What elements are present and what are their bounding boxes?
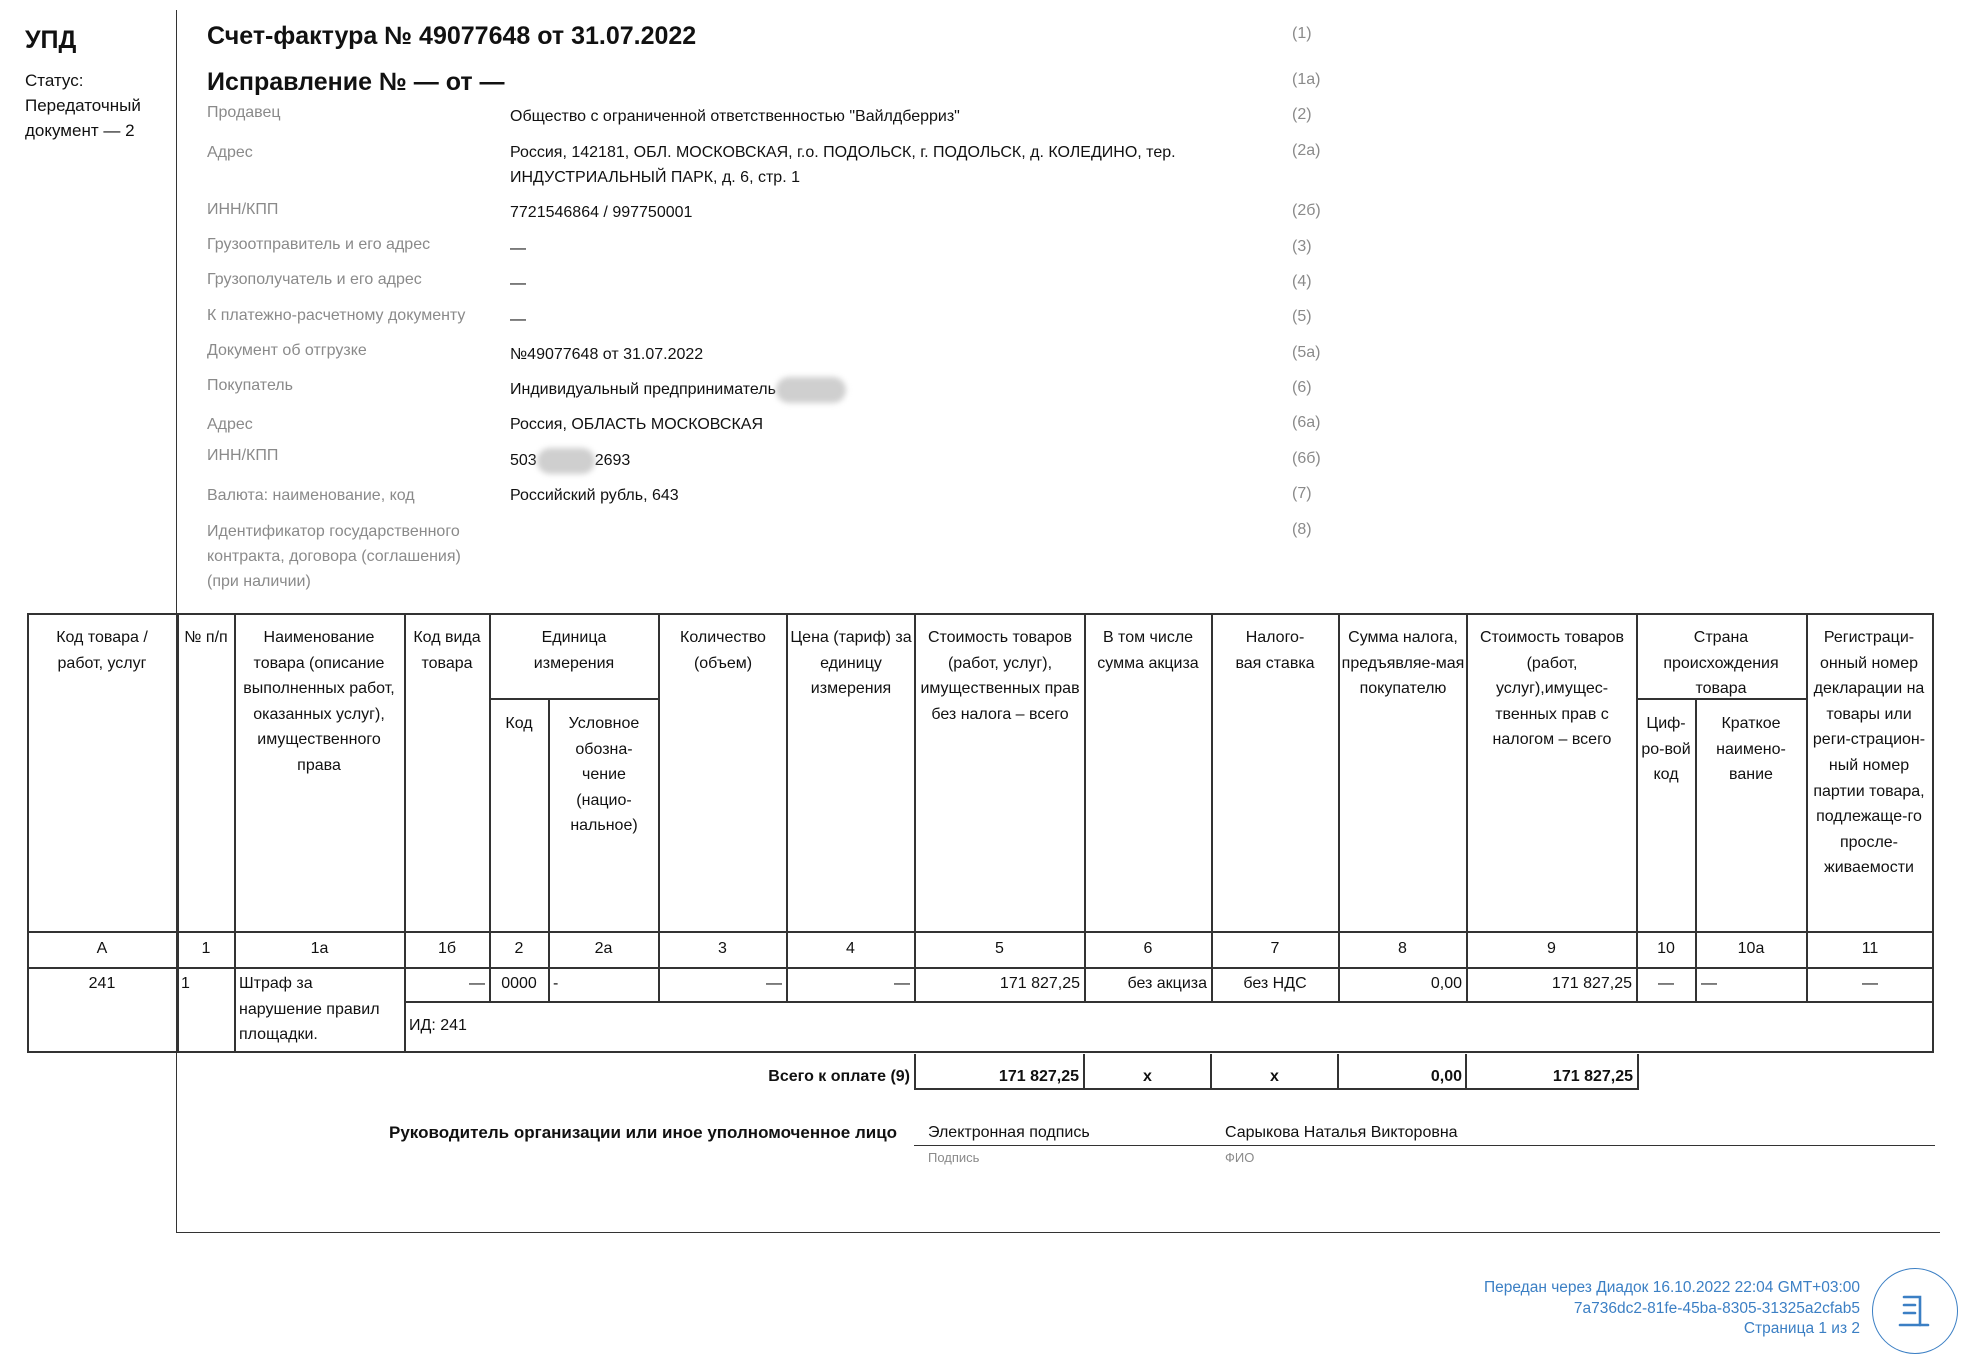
signer-name: Сарыкова Наталья Викторовна xyxy=(1225,1124,1458,1141)
field-num-shipper: (3) xyxy=(1292,238,1312,255)
total-excise: x xyxy=(1143,1068,1152,1085)
td-cost-no-tax: 171 827,25 xyxy=(999,975,1080,992)
field-value-buyer xyxy=(510,377,1270,403)
td-rate: без НДС xyxy=(1243,975,1307,992)
field-value-seller-inn: 7721546864 / 997750001 xyxy=(510,204,693,221)
document-guid: 7a736dc2-81fe-45ba-8305-31325a2cfab5 xyxy=(1573,1299,1860,1317)
td-name: Штраф за нарушение правил площадки. xyxy=(239,975,380,1044)
td-code: 241 xyxy=(88,975,116,992)
signature-line xyxy=(914,1145,1935,1146)
th-cost-no-tax: Стоимость товаров (работ, услуг), имущественных прав без налога – всего xyxy=(920,629,1080,723)
total-cost-no-tax: 171 827,25 xyxy=(998,1068,1079,1085)
th-unit-sign: Условное обозна-чение (нацио-нальное) xyxy=(568,715,640,835)
td-npp: 1 xyxy=(181,975,190,992)
td-price: — xyxy=(894,975,910,992)
th-price: Цена (тариф) за единицу измерения xyxy=(790,629,912,698)
field-num-consignee: (4) xyxy=(1292,273,1312,290)
buyer-inn-start: 503 xyxy=(510,452,537,470)
field-value-consignee: — xyxy=(510,275,526,292)
total-cost-tax: 171 827,25 xyxy=(1552,1068,1633,1085)
th-country-name: Краткое наимено-вание xyxy=(1716,715,1786,784)
field-num-buyer: (6) xyxy=(1292,379,1312,396)
field-label-shipper: Грузоотправитель и его адрес xyxy=(207,236,431,253)
correction-num: (1а) xyxy=(1292,71,1321,88)
buyer-inn-end: 2693 xyxy=(594,452,631,470)
col-num: 2 xyxy=(514,940,524,957)
td-reg: — xyxy=(1862,975,1878,992)
field-num-buyer-address: (6а) xyxy=(1292,414,1321,431)
td-country-code: — xyxy=(1658,975,1674,992)
field-num-contract-id: (8) xyxy=(1292,521,1312,538)
col-num: 6 xyxy=(1143,940,1153,957)
th-country-code: Циф-ро-вой код xyxy=(1641,715,1691,784)
total-tax: 0,00 xyxy=(1430,1068,1462,1085)
field-value-seller-address: Россия, 142181, ОБЛ. МОСКОВСКАЯ, г.о. ПОДОЛЬСК, г. ПОДОЛЬСК, д. КОЛЕДИНО, тер. ИНДУСТРИАЛЬНЫЙ ПАРК, д. 6, стр. 1 xyxy=(510,144,1176,186)
transmission-info: Передан через Диадок 16.10.2022 22:04 GMT+03:00 xyxy=(1484,1279,1860,1296)
th-qty: Количество (объем) xyxy=(680,629,766,672)
totals-label: Всего к оплате (9) xyxy=(768,1068,910,1085)
td-country-name: — xyxy=(1701,975,1717,992)
signature-caption: Подпись xyxy=(928,1150,980,1165)
th-excise: В том числе сумма акциза xyxy=(1097,629,1199,672)
document-type-title: УПД xyxy=(25,26,77,54)
field-value-currency: Российский рубль, 643 xyxy=(510,487,679,504)
invoice-title: Счет-фактура № 49077648 от 31.07.2022 xyxy=(207,22,697,50)
field-value-shipper: — xyxy=(510,240,526,257)
th-country: Страна происхождения товара xyxy=(1663,629,1779,698)
field-value-shipping-doc: №49077648 от 31.07.2022 xyxy=(510,346,704,363)
field-num-payment-doc: (5) xyxy=(1292,308,1312,325)
col-num: 9 xyxy=(1547,940,1556,957)
col-num: 10 xyxy=(1657,940,1675,957)
td-kind: — xyxy=(469,975,485,992)
td-qty: — xyxy=(766,975,782,992)
field-label-consignee: Грузополучатель и его адрес xyxy=(207,271,422,288)
td-unit-sign: - xyxy=(553,975,559,992)
col-num: А xyxy=(96,940,108,957)
col-num: 11 xyxy=(1861,940,1879,957)
td-cost-tax: 171 827,25 xyxy=(1551,975,1632,992)
correction-title: Исправление № — от — xyxy=(207,68,505,96)
th-reg: Регистраци-онный номер декларации на товары или реги-страцион-ный номер партии товара, подлежаще-го просле-живаемости xyxy=(1812,629,1926,877)
td-id: ИД: 241 xyxy=(409,1017,467,1034)
field-num-currency: (7) xyxy=(1292,485,1312,502)
th-kind: Код вида товара xyxy=(413,629,481,672)
status-label: Статус: xyxy=(25,71,84,90)
td-tax: 0,00 xyxy=(1430,975,1462,992)
total-rate: x xyxy=(1270,1068,1279,1085)
field-label-payment-doc: К платежно-расчетному документу xyxy=(207,307,466,324)
diadoc-logo-icon xyxy=(1872,1268,1958,1354)
field-label-seller-inn: ИНН/КПП xyxy=(207,201,279,218)
field-num-buyer-inn: (6б) xyxy=(1292,450,1321,467)
bottom-divider xyxy=(176,1232,1940,1233)
col-num: 5 xyxy=(995,940,1004,957)
field-value-seller: Общество с ограниченной ответственностью "Вайлдберриз" xyxy=(510,108,960,125)
col-num: 4 xyxy=(846,940,855,957)
field-num-shipping-doc: (5а) xyxy=(1292,344,1321,361)
th-tax: Сумма налога, предъявляе-мая покупателю xyxy=(1341,629,1465,698)
redaction-blur xyxy=(537,448,595,474)
col-num: 1б xyxy=(437,940,457,957)
col-num: 8 xyxy=(1398,940,1407,957)
col-num: 1а xyxy=(310,940,329,957)
field-value-buyer-inn xyxy=(510,448,1270,474)
invoice-title-num: (1) xyxy=(1292,25,1312,42)
field-label-buyer-inn: ИНН/КПП xyxy=(207,447,279,464)
th-cost-tax: Стоимость товаров (работ, услуг),имущес-твенных прав с налогом – всего xyxy=(1479,629,1625,749)
th-code: Код товара / работ, услуг xyxy=(56,629,148,672)
col-num: 7 xyxy=(1270,940,1280,957)
page-counter: Страница 1 из 2 xyxy=(1743,1320,1860,1337)
col-num: 10а xyxy=(1737,940,1765,957)
signature-value: Электронная подпись xyxy=(928,1124,1090,1141)
th-npp: № п/п xyxy=(184,629,228,646)
th-name: Наименование товара (описание выполненных работ, оказанных услуг), имущественного права xyxy=(243,629,395,774)
col-num: 2а xyxy=(594,940,613,957)
name-caption: ФИО xyxy=(1225,1150,1255,1165)
col-num: 1 xyxy=(201,940,211,957)
th-unit-code: Код xyxy=(505,715,533,732)
document-status xyxy=(25,68,175,143)
field-label-currency: Валюта: наименование, код xyxy=(207,487,415,504)
field-value-buyer-address: Россия, ОБЛАСТЬ МОСКОВСКАЯ xyxy=(510,416,764,433)
field-label-buyer: Покупатель xyxy=(207,377,293,394)
field-num-seller-inn: (2б) xyxy=(1292,202,1321,219)
status-value: Передаточный документ — 2 xyxy=(25,96,141,140)
td-unit-code: 0000 xyxy=(501,975,537,992)
field-label-seller: Продавец xyxy=(207,104,281,121)
th-rate: Налого-вая ставка xyxy=(1235,629,1315,672)
field-num-seller-address: (2а) xyxy=(1292,142,1321,159)
buyer-value-text: Индивидуальный предприниматель xyxy=(510,381,776,399)
field-value-payment-doc: — xyxy=(510,311,526,328)
signer-role: Руководитель организации или иное уполномоченное лицо xyxy=(389,1123,898,1142)
goods-table xyxy=(27,613,1934,1053)
td-excise: без акциза xyxy=(1127,975,1207,992)
col-num: 3 xyxy=(718,940,727,957)
diadoc-footer xyxy=(1484,1278,1860,1340)
field-label-shipping-doc: Документ об отгрузке xyxy=(207,342,367,359)
th-unit: Единица измерения xyxy=(533,629,615,672)
field-label-buyer-address: Адрес xyxy=(207,416,253,433)
redaction-blur xyxy=(776,377,846,403)
field-num-seller: (2) xyxy=(1292,106,1312,123)
field-label-contract-id: Идентификатор государственного контракта, договора (соглашения) (при наличии) xyxy=(207,523,461,590)
field-label-seller-address: Адрес xyxy=(207,144,253,161)
